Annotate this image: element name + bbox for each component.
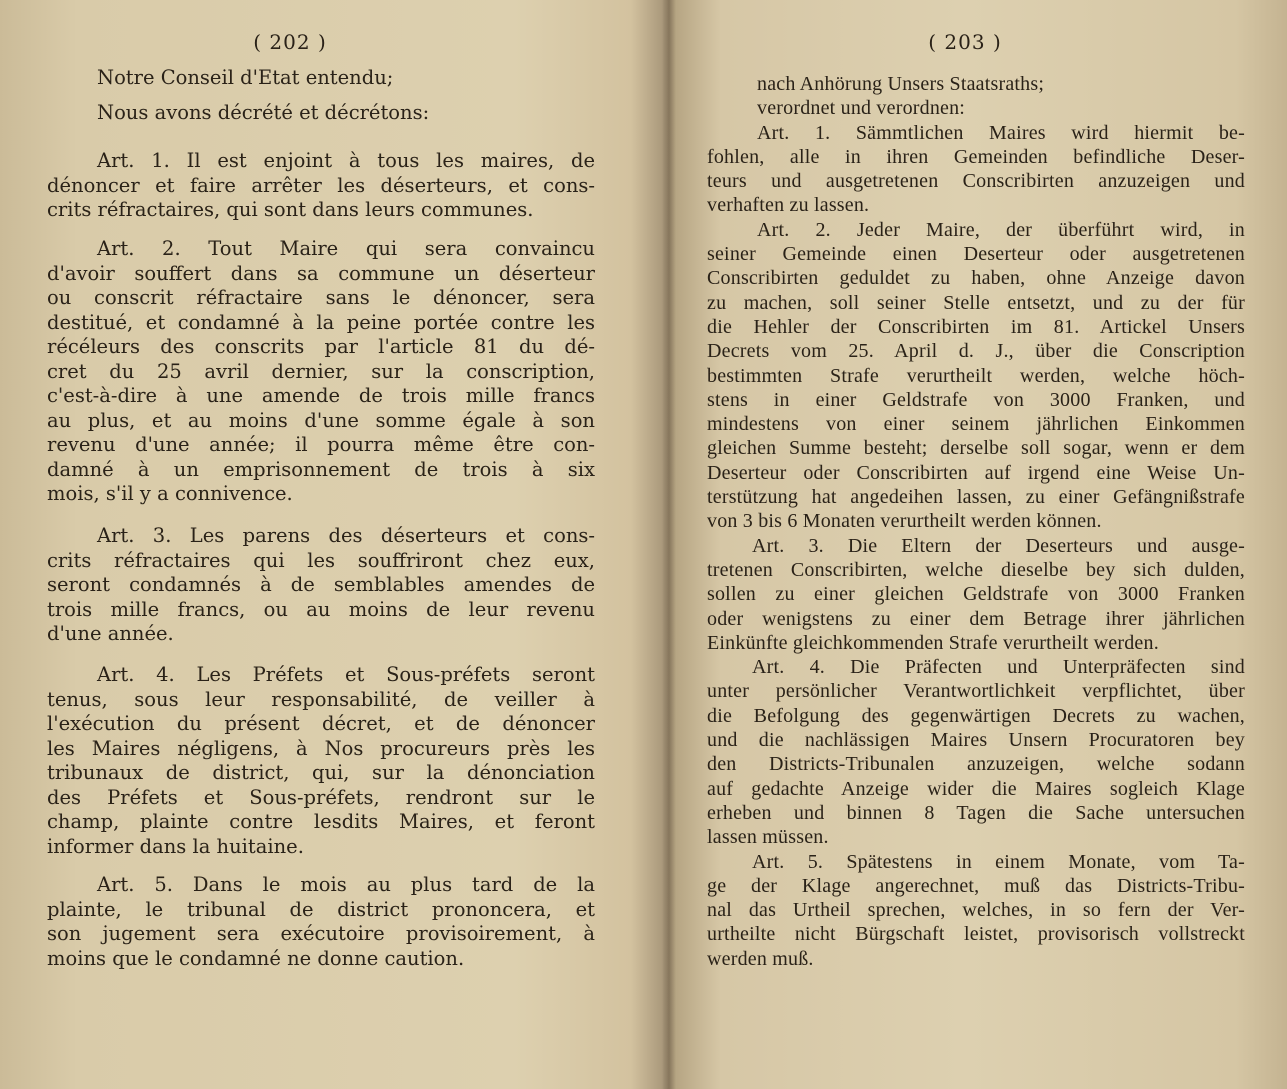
page-number-left: ( 202 ) [253,30,327,54]
text-line: plainte, le tribunal de district prononcera, et [47,897,595,921]
text-line: tretenen Conscribirten, welche dieselbe bey sich dulden, [707,558,1245,581]
text-line: Deserteur oder Conscribirten auf irgend eine Weise Un- [707,461,1245,484]
left-page [40,0,600,1089]
text-line: mois, s'il y a connivence. [47,482,293,505]
text-line: verordnet und verordnen: [757,97,966,120]
text-line: lassen müssen. [707,826,829,849]
text-line: teurs und ausgetretenen Conscribirten anzuzeigen und [707,170,1245,193]
page-number-right: ( 203 ) [928,30,1002,54]
text-line: crits réfractaires, qui sont dans leurs communes. [47,198,534,221]
text-line: den Districts-Tribunalen anzuzeigen, welche sodann [707,753,1245,776]
text-line: von 3 bis 6 Monaten verurtheilt werden können. [707,510,1102,533]
text-line: Art. 3. Les parens des déserteurs et cons- [97,524,595,547]
book-gutter [662,0,676,1089]
text-line: Art. 4. Les Préfets et Sous-préfets seront [97,663,595,686]
text-line: seiner Gemeinde einen Deserteur oder ausgetretenen [707,243,1245,266]
text-line: Art. 2. Tout Maire qui sera convaincu [97,237,595,260]
text-line: die Befolgung des gegenwärtigen Decrets zu wachen, [707,704,1245,727]
text-line: informer dans la huitaine. [47,834,304,858]
text-line: crits réfractaires qui les souffriront chez eux, [47,548,595,572]
text-line: stens in einer Geldstrafe von 3000 Franken, und [707,388,1245,411]
preamble-line: Notre Conseil d'Etat entendu; [97,66,394,89]
text-line: bestimmten Strafe verurtheilt werden, welche höch- [707,364,1245,387]
text-line: nal das Urtheil sprechen, welches, in so fern der Ver- [707,899,1245,922]
text-line: destitué, et condamné à la peine portée contre les [47,310,595,334]
text-line: zu machen, soll seiner Stelle entsetzt, und zu der für [707,291,1245,314]
german-text [707,72,1245,971]
text-line: les Maires négligens, à Nos procureurs près les [47,736,595,760]
text-line: sollen zu einer gleichen Geldstrafe von 3000 Franken [707,583,1245,606]
article-fr-5 [47,873,595,971]
text-line: cret du 25 avril dernier, sur la conscription, [47,359,595,383]
article-fr-1 [47,149,595,223]
text-line: l'exécution du présent décret, et de dénoncer [47,712,595,735]
text-line: moins que le condamné ne donne caution. [47,946,465,970]
text-line: d'une année. [47,622,174,645]
text-line: oder wenigstens zu einer dem Betrage ihrer jährlichen [707,607,1245,630]
text-line: die Hehler der Conscribirten im 81. Artickel Unsers [707,315,1245,338]
right-page [700,0,1250,1089]
text-line: son jugement sera exécutoire provisoirement, à [47,922,595,945]
text-line: récéleurs des conscrits par l'article 81 du dé- [47,335,595,358]
text-line: werden muß. [707,947,814,970]
text-line: und die nachlässigen Maires Unsern Procuratoren bey [707,729,1245,752]
text-line: Art. 1. Il est enjoint à tous les maires, de [97,149,595,172]
text-line: champ, plainte contre lesdits Maires, et feront [47,810,595,833]
text-line: unter persönlicher Verantwortlichkeit verpflichtet, über [707,680,1245,703]
text-line: Art. 5. Spätestens in einem Monate, vom Ta- [752,850,1245,873]
text-line: tribunaux de district, qui, sur la dénonciation [47,761,595,784]
text-line: fohlen, alle in ihren Gemeinden befindliche Deser- [707,145,1245,168]
text-line: des Préfets et Sous-préfets, rendront sur le [47,785,595,809]
text-line: Art. 5. Dans le mois au plus tard de la [97,873,595,896]
text-line: seront condamnés à de semblables amendes de [47,573,595,596]
text-line: c'est-à-dire à une amende de trois mille francs [47,384,595,407]
article-fr-2 [47,237,595,507]
text-line: Art. 4. Die Präfecten und Unterpräfecten sind [752,656,1245,679]
text-line: ou conscrit réfractaire sans le dénoncer, sera [47,286,595,309]
text-line: Art. 2. Jeder Maire, der überführt wird, in [757,218,1245,241]
text-line: ge der Klage angerechnet, muß das Districts-Tribu- [707,874,1245,897]
article-fr-4 [47,663,595,859]
text-line: mindestens von einer seinem jährlichen Einkommen [707,413,1245,436]
text-line: Art. 1. Sämmtlichen Maires wird hiermit be- [757,121,1245,144]
text-line: au plus, et au moins d'une somme égale à son [47,408,595,432]
text-line: auf gedachte Anzeige wider die Maires sogleich Klage [707,777,1245,800]
preamble [47,66,595,125]
text-line: Conscribirten geduldet zu haben, ohne Anzeige davon [707,267,1245,290]
text-line: trois mille francs, ou au moins de leur revenu [47,597,595,621]
text-line: urtheilte nicht Bürgschaft leistet, provisorisch vollstreckt [707,923,1245,946]
text-line: Einkünfte gleichkommenden Strafe verurtheilt werden. [707,631,1159,654]
text-line: damné à un emprisonnement de trois à six [47,457,595,481]
text-line: gleichen Summe besteht; derselbe soll sogar, wenn er dem [707,437,1245,460]
text-line: verhaften zu lassen. [707,194,870,217]
text-line: revenu d'une année; il pourra même être con- [47,433,595,456]
text-line: terstützung hat angedeihen lassen, zu einer Gefängnißstrafe [707,486,1245,509]
text-line: Art. 3. Die Eltern der Deserteurs und ausge- [752,534,1245,557]
article-fr-3 [47,524,595,647]
preamble-line: Nous avons décrété et décrétons: [97,100,430,124]
text-line: tenus, sous leur responsabilité, de veiller à [47,687,595,711]
text-line: Decrets vom 25. April d. J., über die Conscription [707,340,1245,363]
text-line: dénoncer et faire arrêter les déserteurs, et cons- [47,173,595,197]
text-line: nach Anhörung Unsers Staatsraths; [757,73,1045,95]
text-line: d'avoir souffert dans sa commune un déserteur [47,261,595,285]
text-line: erheben und binnen 8 Tagen die Sache untersuchen [707,801,1245,824]
